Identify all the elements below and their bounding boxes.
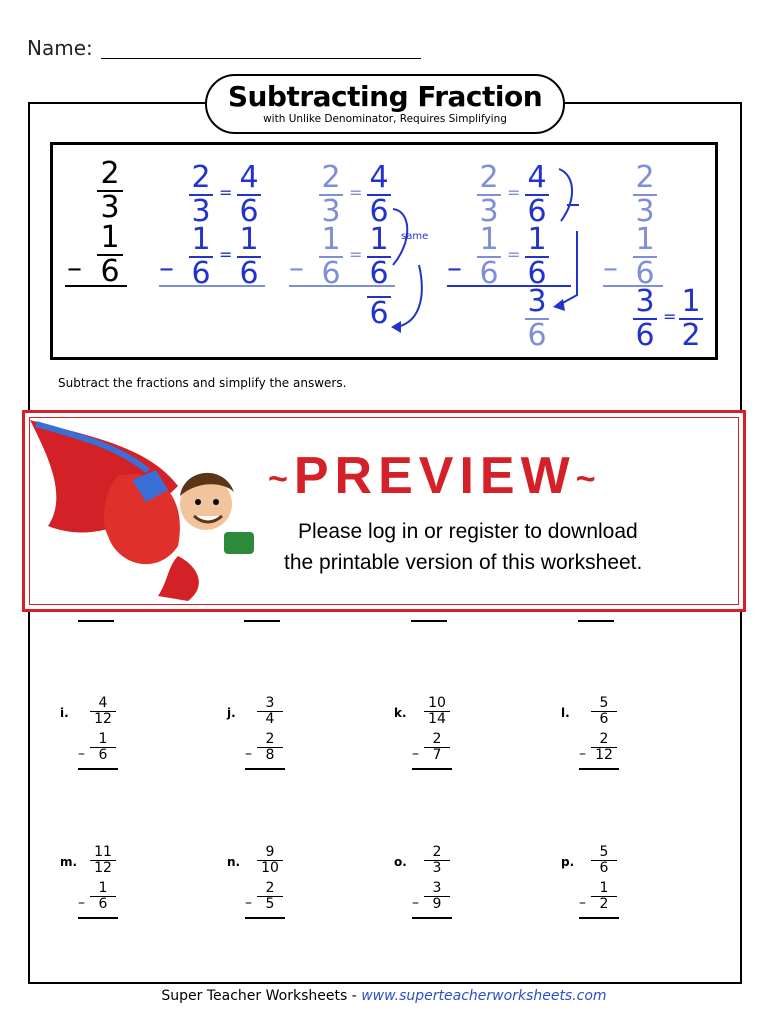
problem-bottom-fraction: 3 9 xyxy=(424,881,450,912)
problem-letter: o. xyxy=(394,855,407,869)
problem-bottom-fraction: 2 8 xyxy=(257,732,283,763)
example-step4-original-bottom: 1 6 xyxy=(477,225,501,289)
problem xyxy=(394,845,514,925)
example-step4-result: 3 6 xyxy=(525,287,549,351)
problem-answer-line xyxy=(245,917,285,919)
problem-letter: m. xyxy=(60,855,78,869)
name-label: Name: xyxy=(27,36,93,60)
problem-letter: k. xyxy=(394,706,407,720)
example-step3-equals-top: = xyxy=(349,183,363,202)
answer-line-stub xyxy=(78,620,114,622)
example-step3-original-top: 2 3 xyxy=(319,163,343,227)
subtract-numerators-arrow xyxy=(547,165,587,315)
title-pill xyxy=(205,74,565,134)
example-step3-equals-bottom: = xyxy=(349,245,363,264)
problem-minus: – xyxy=(412,746,419,762)
problem-top-fraction: 9 10 xyxy=(257,845,283,876)
page-title: Subtracting Fraction xyxy=(227,80,543,113)
example-step2-original-bottom: 1 6 xyxy=(189,225,213,289)
example-step5-bottom-fraction: 1 6 xyxy=(633,225,657,289)
example-step1-bottom-fraction: 1 6 xyxy=(97,223,123,287)
problem-top-fraction: 3 4 xyxy=(257,696,283,727)
example-step5-equals: = xyxy=(663,307,677,326)
problem-top-fraction: 5 6 xyxy=(591,845,617,876)
problem-minus: – xyxy=(579,746,586,762)
example-step4-original-top: 2 3 xyxy=(477,163,501,227)
example-step3-original-bottom: 1 6 xyxy=(319,225,343,289)
example-step4-minus: – xyxy=(447,251,462,286)
problem-answer-line xyxy=(245,768,285,770)
example-step4-equivalent-bottom: 1 6 xyxy=(525,225,549,289)
example-step5-result: 3 6 xyxy=(633,287,657,351)
same-denominator-arrow xyxy=(383,201,423,341)
problem-minus: – xyxy=(245,746,252,762)
problem xyxy=(227,845,347,925)
problem-answer-line xyxy=(78,768,118,770)
problem xyxy=(561,696,681,776)
problem-top-fraction: 4 12 xyxy=(90,696,116,727)
problem-top-fraction: 2 3 xyxy=(424,845,450,876)
example-step3-answer-line xyxy=(289,285,395,287)
page-subtitle: with Unlike Denominator, Requires Simplifying xyxy=(263,113,507,125)
problem xyxy=(227,696,347,776)
problem-answer-line xyxy=(78,917,118,919)
problem-letter: l. xyxy=(561,706,570,720)
example-step3-result: 6 xyxy=(367,295,391,329)
superhero-mascot-icon xyxy=(28,416,258,606)
problem-bottom-fraction: 1 2 xyxy=(591,881,617,912)
example-step2-answer-line xyxy=(159,285,265,287)
preview-title: ~PREVIEW~ xyxy=(268,447,602,505)
same-label: same xyxy=(401,231,429,242)
problem-answer-line xyxy=(579,917,619,919)
problem-bottom-fraction: 1 6 xyxy=(90,881,116,912)
problem-answer-line xyxy=(579,768,619,770)
example-step2-equivalent-bottom: 1 6 xyxy=(237,225,261,289)
problem-letter: i. xyxy=(60,706,69,720)
example-step5-simplified: 1 2 xyxy=(679,287,703,351)
example-step2-equivalent-top: 4 6 xyxy=(237,163,261,227)
problem-minus: – xyxy=(579,895,586,911)
answer-line-stub xyxy=(244,620,280,622)
problem-top-fraction: 10 14 xyxy=(424,696,450,727)
example-step5-top-fraction: 2 3 xyxy=(633,163,657,227)
example-step4-equivalent-top: 4 6 xyxy=(525,163,549,227)
problem-bottom-fraction: 2 12 xyxy=(591,732,617,763)
problem-minus: – xyxy=(78,895,85,911)
preview-message-line1: Please log in or register to download xyxy=(298,520,638,543)
problem-answer-line xyxy=(412,768,452,770)
problem xyxy=(60,845,180,925)
problem-minus: – xyxy=(245,895,252,911)
answer-line-stub xyxy=(411,620,447,622)
example-step3-equivalent-top: 4 6 xyxy=(367,163,391,227)
example-step2-original-top: 2 3 xyxy=(189,163,213,227)
footer xyxy=(0,988,768,1004)
example-step3-minus: – xyxy=(289,251,304,286)
problem-answer-line xyxy=(412,917,452,919)
example-step1-answer-line xyxy=(65,285,127,287)
problem-minus: – xyxy=(412,895,419,911)
example-step1-minus: – xyxy=(67,251,82,286)
example-step4-equals-bottom: = xyxy=(507,245,521,264)
example-step1-top-fraction: 2 3 xyxy=(97,159,123,223)
instructions: Subtract the fractions and simplify the answers. xyxy=(58,376,347,390)
problem-minus: – xyxy=(78,746,85,762)
problem-letter: n. xyxy=(227,855,241,869)
problem-letter: p. xyxy=(561,855,575,869)
example-step2-equals-top: = xyxy=(219,183,233,202)
problem xyxy=(60,696,180,776)
problem-bottom-fraction: 2 5 xyxy=(257,881,283,912)
footer-url: www.superteacherworksheets.com xyxy=(361,988,607,1004)
problem-bottom-fraction: 2 7 xyxy=(424,732,450,763)
answer-line-stub xyxy=(578,620,614,622)
problem-top-fraction: 5 6 xyxy=(591,696,617,727)
problem xyxy=(561,845,681,925)
name-line xyxy=(101,58,421,59)
preview-message-line2: the printable version of this worksheet. xyxy=(284,551,643,574)
problem-top-fraction: 11 12 xyxy=(90,845,116,876)
example-step5-minus: – xyxy=(603,251,618,286)
example-step3-equivalent-bottom: 1 6 xyxy=(367,225,391,289)
problem-bottom-fraction: 1 6 xyxy=(90,732,116,763)
problem xyxy=(394,696,514,776)
footer-brand: Super Teacher Worksheets - xyxy=(161,988,362,1004)
example-step2-equals-bottom: = xyxy=(219,245,233,264)
example-step2-minus: – xyxy=(159,251,174,286)
problem-letter: j. xyxy=(227,706,236,720)
example-step4-equals-top: = xyxy=(507,183,521,202)
example-box xyxy=(50,142,718,360)
